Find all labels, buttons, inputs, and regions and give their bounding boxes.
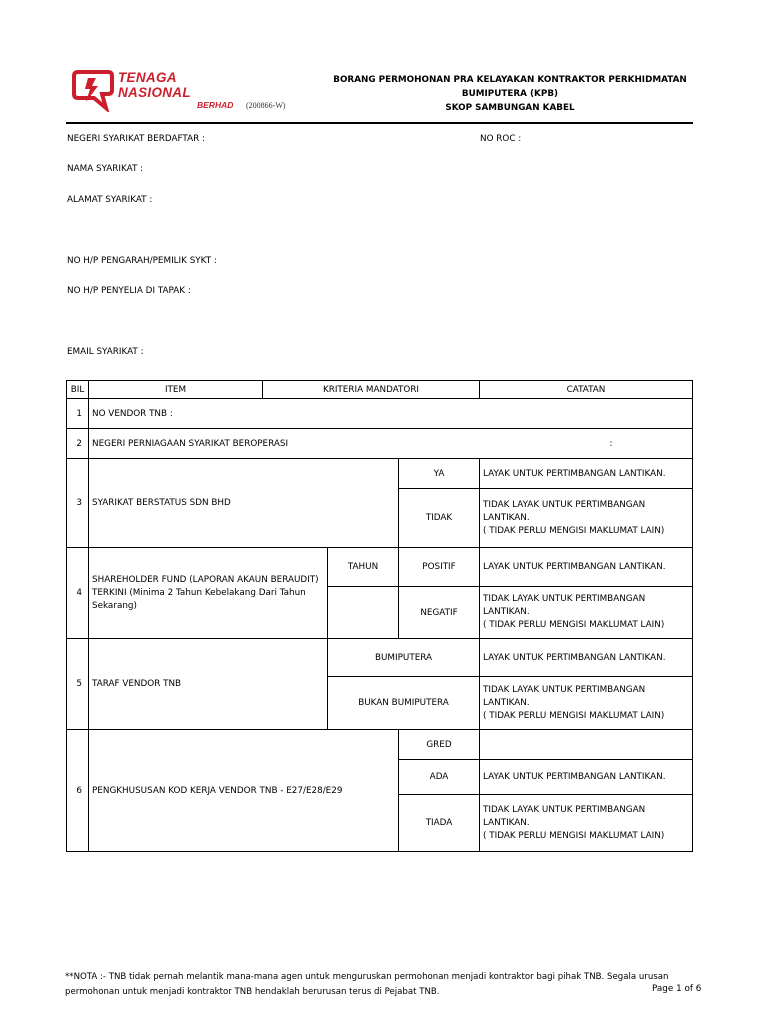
no-roc-field-label: NO ROC :: [480, 134, 522, 144]
logo-line2: NASIONAL: [118, 85, 191, 100]
table-row: [67, 459, 693, 489]
option-negatif[interactable]: NEGATIF: [399, 587, 480, 639]
option-tiada[interactable]: TIADA: [399, 795, 480, 852]
page-number: Page 1 of 6: [652, 984, 702, 994]
tahun-input[interactable]: [328, 587, 399, 639]
form-title-line1: BORANG PERMOHONAN PRA KELAYAKAN KONTRAKTOR PERKHIDMATAN: [333, 75, 687, 85]
item-line: TERKINI (Minima 2 Tahun Kebelakang Dari Tahun: [92, 587, 306, 598]
option-ya[interactable]: YA: [399, 459, 480, 489]
option-ada-note: LAYAK UNTUK PERTIMBANGAN LANTIKAN.: [480, 760, 693, 795]
option-ada[interactable]: ADA: [399, 760, 480, 795]
header-item: ITEM: [89, 381, 263, 399]
option-positif-note: LAYAK UNTUK PERTIMBANGAN LANTIKAN.: [480, 548, 693, 587]
header-bil: BIL: [67, 381, 89, 399]
option-ya-note: LAYAK UNTUK PERTIMBANGAN LANTIKAN.: [480, 459, 693, 489]
table-row: [67, 548, 693, 587]
note-line: ( TIDAK PERLU MENGISI MAKLUMAT LAIN): [483, 525, 665, 536]
row-number: 2: [67, 429, 89, 459]
table-row: [67, 399, 693, 429]
row-number: 5: [67, 639, 89, 730]
logo-wordmark: [118, 70, 191, 100]
nama-field-label: NAMA SYARIKAT :: [67, 164, 144, 174]
note-line: ( TIDAK PERLU MENGISI MAKLUMAT LAIN): [483, 710, 665, 721]
row-item: TARAF VENDOR TNB: [89, 639, 328, 730]
row-number: 6: [67, 730, 89, 852]
company-registration: (200866-W): [246, 101, 286, 110]
note-line: TIDAK LAYAK UNTUK PERTIMBANGAN: [483, 499, 646, 510]
note-line: TIDAK LAYAK UNTUK PERTIMBANGAN: [483, 594, 646, 604]
note-line: LANTIKAN.: [483, 817, 530, 828]
form-title-line2: BUMIPUTERA (KPB): [461, 89, 559, 99]
email-field-label: EMAIL SYARIKAT :: [67, 347, 144, 357]
logo-berhad: BERHAD: [197, 100, 234, 110]
note-line: LANTIKAN.: [483, 697, 530, 708]
row-item: [89, 548, 328, 639]
criteria-table: [66, 380, 693, 852]
option-bumiputera[interactable]: BUMIPUTERA: [328, 639, 480, 677]
form-title-line3: SKOP SAMBUNGAN KABEL: [445, 103, 575, 113]
header-kriteria: KRITERIA MANDATORI: [263, 381, 480, 399]
hp-penyelia-field-label: NO H/P PENYELIA DI TAPAK :: [67, 286, 191, 296]
logo-line1: TENAGA: [118, 70, 177, 85]
gred-input[interactable]: [480, 730, 693, 760]
note-line: TIDAK LAYAK UNTUK PERTIMBANGAN: [483, 804, 646, 815]
table-row: [67, 429, 693, 459]
option-tiada-note: [480, 795, 693, 852]
table-row: [67, 639, 693, 677]
row-number: 1: [67, 399, 89, 429]
note-line: TIDAK LAYAK UNTUK PERTIMBANGAN: [483, 684, 646, 695]
note-line: LANTIKAN.: [483, 607, 530, 617]
option-bukan-bumiputera[interactable]: BUKAN BUMIPUTERA: [328, 677, 480, 730]
row-item-colon: :: [609, 438, 613, 449]
table-header-row: [67, 381, 693, 399]
option-gred: GRED: [399, 730, 480, 760]
alamat-field-label: ALAMAT SYARIKAT :: [67, 195, 153, 205]
header-rule: [66, 122, 693, 124]
note-line: LANTIKAN.: [483, 512, 530, 523]
row-item: SYARIKAT BERSTATUS SDN BHD: [89, 459, 399, 548]
option-tidak-note: [480, 489, 693, 548]
item-line: Sekarang): [92, 600, 137, 611]
option-positif[interactable]: POSITIF: [399, 548, 480, 587]
item-line: SHAREHOLDER FUND (LAPORAN AKAUN BERAUDIT): [92, 574, 319, 585]
row-item[interactable]: NO VENDOR TNB :: [89, 399, 693, 429]
option-tidak[interactable]: TIDAK: [399, 489, 480, 548]
row-number: 3: [67, 459, 89, 548]
note-line: ( TIDAK PERLU MENGISI MAKLUMAT LAIN): [483, 620, 665, 630]
negeri-field-label: NEGERI SYARIKAT BERDAFTAR :: [67, 134, 205, 144]
header-catatan: CATATAN: [480, 381, 693, 399]
tnb-logo-icon: [72, 68, 114, 112]
option-negatif-note: [480, 587, 693, 639]
note-line: ( TIDAK PERLU MENGISI MAKLUMAT LAIN): [483, 830, 665, 841]
hp-pengarah-field-label: NO H/P PENGARAH/PEMILIK SYKT :: [67, 256, 217, 266]
row-item: PENGKHUSUSAN KOD KERJA VENDOR TNB - E27/E28/E29: [89, 730, 399, 852]
footer-note: [65, 970, 715, 1000]
footer-note-line: **NOTA :- TNB tidak pernah melantik mana-mana agen untuk menguruskan permohonan menjadi kontraktor bagi pihak TNB. Segala urusan: [65, 972, 669, 982]
row-number: 4: [67, 548, 89, 639]
footer-note-line: permohonan untuk menjadi kontraktor TNB hendaklah berurusan terus di Pejabat TNB.: [65, 987, 440, 997]
table-row: [67, 730, 693, 760]
row-item[interactable]: [89, 429, 693, 459]
option-bukan-bumiputera-note: [480, 677, 693, 730]
row-item-text: NEGERI PERNIAGAAN SYARIKAT BEROPERASI: [92, 438, 289, 449]
tahun-label: TAHUN: [328, 548, 399, 587]
option-bumiputera-note: LAYAK UNTUK PERTIMBANGAN LANTIKAN.: [480, 639, 693, 677]
